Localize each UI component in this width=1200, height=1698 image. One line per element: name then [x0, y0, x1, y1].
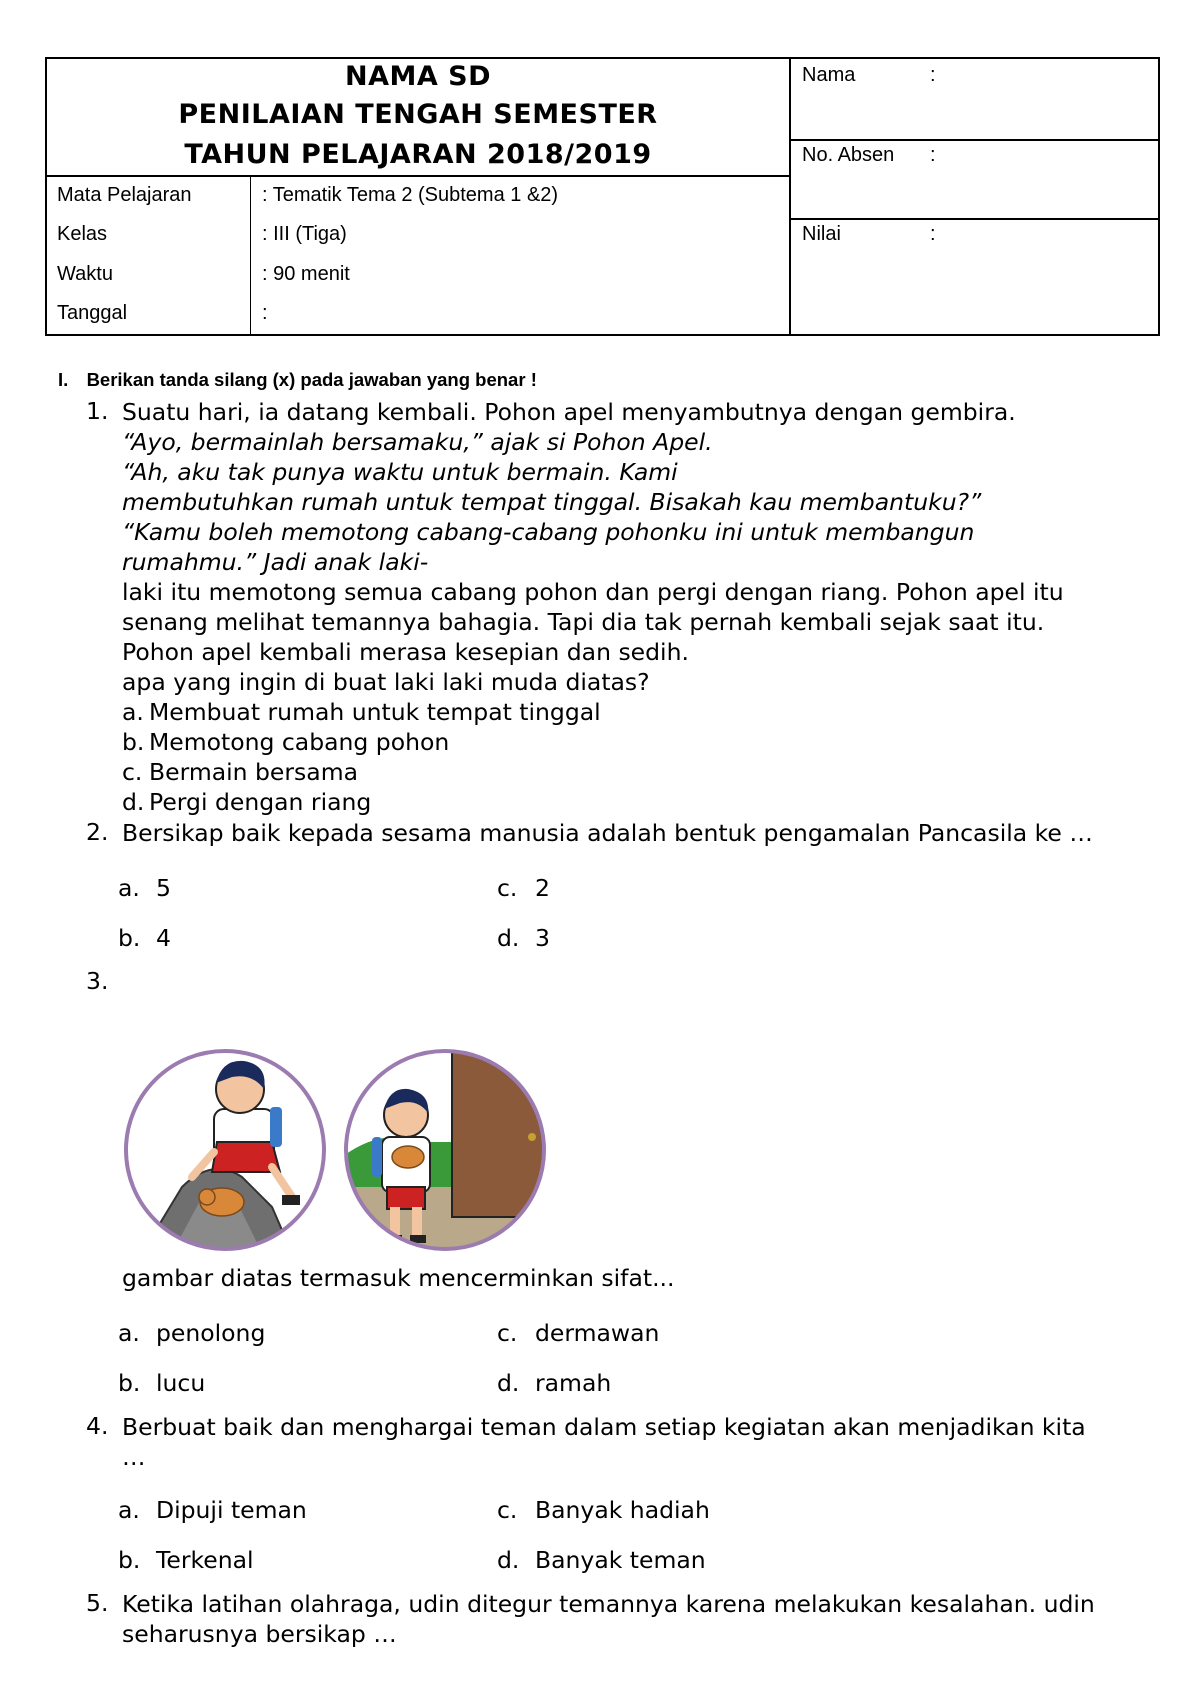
- option-text[interactable]: penolong: [156, 1319, 266, 1347]
- option-text[interactable]: 3: [535, 924, 550, 952]
- option-text[interactable]: Bermain bersama: [149, 758, 358, 786]
- divider: [250, 175, 251, 336]
- option-letter[interactable]: a.: [118, 874, 140, 902]
- option-text[interactable]: lucu: [156, 1369, 206, 1397]
- option-text[interactable]: 2: [535, 874, 550, 902]
- meta-value-class: : III (Tiga): [262, 223, 347, 245]
- option-letter[interactable]: b.: [118, 924, 141, 952]
- question-text: Bersikap baik kepada sesama manusia adalah bentuk pengamalan Pancasila ke …: [122, 819, 1093, 847]
- section-number: I.: [58, 369, 69, 390]
- option-letter[interactable]: d.: [497, 1546, 520, 1574]
- header-box: [45, 57, 1160, 336]
- illustration-boy-helping-cat: [122, 1047, 328, 1253]
- option-text[interactable]: Memotong cabang pohon: [149, 728, 450, 756]
- student-name-field[interactable]: :: [930, 64, 936, 86]
- question-number: 3.: [86, 967, 109, 995]
- question-text: …: [122, 1443, 146, 1471]
- option-letter[interactable]: a.: [118, 1319, 140, 1347]
- academic-year: TAHUN PELAJARAN 2018/2019: [184, 139, 652, 170]
- question-text: Berbuat baik dan menghargai teman dalam setiap kegiatan akan menjadikan kita: [122, 1413, 1086, 1441]
- option-text[interactable]: Pergi dengan riang: [149, 788, 372, 816]
- question-text: gambar diatas termasuk mencerminkan sifat...: [122, 1264, 675, 1292]
- question-text: senang melihat temannya bahagia. Tapi dia tak pernah kembali sejak saat itu.: [122, 608, 1045, 636]
- attendance-number-label: No. Absen: [802, 144, 895, 166]
- attendance-number-field[interactable]: :: [930, 144, 936, 166]
- student-name-label: Nama: [802, 64, 856, 86]
- meta-value-time: : 90 menit: [262, 263, 350, 285]
- option-text[interactable]: ramah: [535, 1369, 612, 1397]
- question-text: laki itu memotong semua cabang pohon dan pergi dengan riang. Pohon apel itu: [122, 578, 1064, 606]
- option-letter[interactable]: c.: [497, 1319, 518, 1347]
- school-name: NAMA SD: [344, 61, 491, 92]
- question-text: “Ah, aku tak punya waktu untuk bermain. Kami: [122, 458, 678, 486]
- question-number: 1.: [86, 397, 109, 425]
- score-field[interactable]: :: [930, 223, 936, 245]
- option-text[interactable]: 5: [156, 874, 171, 902]
- question-text: seharusnya bersikap …: [122, 1620, 397, 1648]
- option-text[interactable]: Terkenal: [156, 1546, 254, 1574]
- question-text: apa yang ingin di buat laki laki muda diatas?: [122, 668, 650, 696]
- meta-value-date: :: [262, 302, 268, 324]
- question-text: Ketika latihan olahraga, udin ditegur temannya karena melakukan kesalahan. udin: [122, 1590, 1095, 1618]
- option-text[interactable]: Banyak teman: [535, 1546, 706, 1574]
- option-text[interactable]: Banyak hadiah: [535, 1496, 710, 1524]
- meta-value-subject: : Tematik Tema 2 (Subtema 1 &2): [262, 184, 559, 206]
- question-number: 2.: [86, 818, 109, 846]
- option-letter[interactable]: c.: [122, 758, 143, 786]
- option-letter[interactable]: a.: [122, 698, 144, 726]
- question-number: 4.: [86, 1412, 109, 1440]
- option-letter[interactable]: a.: [118, 1496, 140, 1524]
- option-text[interactable]: 4: [156, 924, 171, 952]
- illustration-boy-at-door: [342, 1047, 548, 1253]
- option-letter[interactable]: b.: [118, 1369, 141, 1397]
- divider: [789, 59, 791, 334]
- option-letter[interactable]: d.: [497, 924, 520, 952]
- question-text: “Kamu boleh memotong cabang-cabang pohonku ini untuk membangun: [122, 518, 975, 546]
- section-instruction: [58, 369, 537, 391]
- question-text: rumahmu.” Jadi anak laki-: [122, 548, 429, 576]
- option-letter[interactable]: b.: [122, 728, 145, 756]
- meta-label-time: Waktu: [57, 263, 113, 285]
- option-letter[interactable]: d.: [122, 788, 145, 816]
- meta-label-class: Kelas: [57, 223, 108, 245]
- meta-label-date: Tanggal: [57, 302, 128, 324]
- instruction-text: Berikan tanda silang (x) pada jawaban yang benar !: [86, 369, 537, 390]
- option-letter[interactable]: c.: [497, 874, 518, 902]
- meta-label-subject: Mata Pelajaran: [57, 184, 192, 206]
- option-text[interactable]: dermawan: [535, 1319, 660, 1347]
- question-text: “Ayo, bermainlah bersamaku,” ajak si Pohon Apel.: [122, 428, 713, 456]
- option-text[interactable]: Membuat rumah untuk tempat tinggal: [149, 698, 601, 726]
- question-text: Pohon apel kembali merasa kesepian dan sedih.: [122, 638, 689, 666]
- score-label: Nilai: [802, 223, 841, 245]
- option-letter[interactable]: b.: [118, 1546, 141, 1574]
- option-letter[interactable]: c.: [497, 1496, 518, 1524]
- divider: [789, 218, 1160, 220]
- option-letter[interactable]: d.: [497, 1369, 520, 1397]
- question-text: Suatu hari, ia datang kembali. Pohon apel menyambutnya dengan gembira.: [122, 398, 1016, 426]
- exam-title: PENILAIAN TENGAH SEMESTER: [178, 99, 658, 130]
- question-number: 5.: [86, 1589, 109, 1617]
- question-text: membutuhkan rumah untuk tempat tinggal. Bisakah kau membantuku?”: [122, 488, 982, 516]
- divider: [789, 139, 1160, 141]
- option-text[interactable]: Dipuji teman: [156, 1496, 307, 1524]
- divider: [47, 175, 789, 177]
